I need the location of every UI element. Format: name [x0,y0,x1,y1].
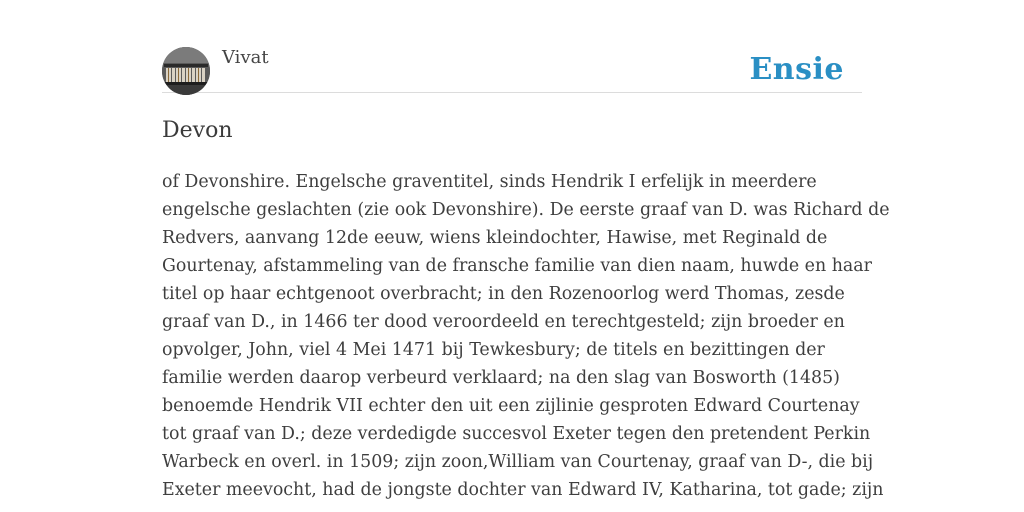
article-line: benoemde Hendrik VII echter den uit een zijlinie gesproten Edward Courtenay [162,396,860,416]
article-title: Devon [162,118,233,143]
article-body [162,168,890,504]
author-name[interactable]: Vivat [222,47,269,68]
article-line: graaf van D., in 1466 ter dood veroordeeld en terechtgesteld; zijn broeder en [162,312,845,332]
article-line: Exeter meevocht, had de jongste dochter van Edward IV, Katharina, tot gade; zijn [162,480,884,500]
article-line: engelsche geslachten (zie ook Devonshire). De eerste graaf van D. was Richard de [162,200,890,220]
bookshelf-avatar-icon[interactable] [162,47,210,95]
article-line: of Devonshire. Engelsche graventitel, sinds Hendrik I erfelijk in meerdere [162,172,817,192]
article-line: Warbeck en overl. in 1509; zijn zoon,William van Courtenay, graaf van D-, die bij [162,452,874,472]
article-line: opvolger, John, viel 4 Mei 1471 bij Tewkesbury; de titels en bezittingen der [162,340,825,360]
header [162,46,862,93]
article-line: Redvers, aanvang 12de eeuw, wiens kleindochter, Hawise, met Reginald de [162,228,828,248]
article-line: familie werden daarop verbeurd verklaard; na den slag van Bosworth (1485) [162,368,840,388]
site-logo[interactable]: Ensie [749,52,844,87]
article-line: tot graaf van D.; deze verdedigde succesvol Exeter tegen den pretendent Perkin [162,424,871,444]
article-line: titel op haar echtgenoot overbracht; in den Rozenoorlog werd Thomas, zesde [162,284,845,304]
article-line: Gourtenay, afstammeling van de fransche familie van dien naam, huwde en haar [162,256,872,276]
